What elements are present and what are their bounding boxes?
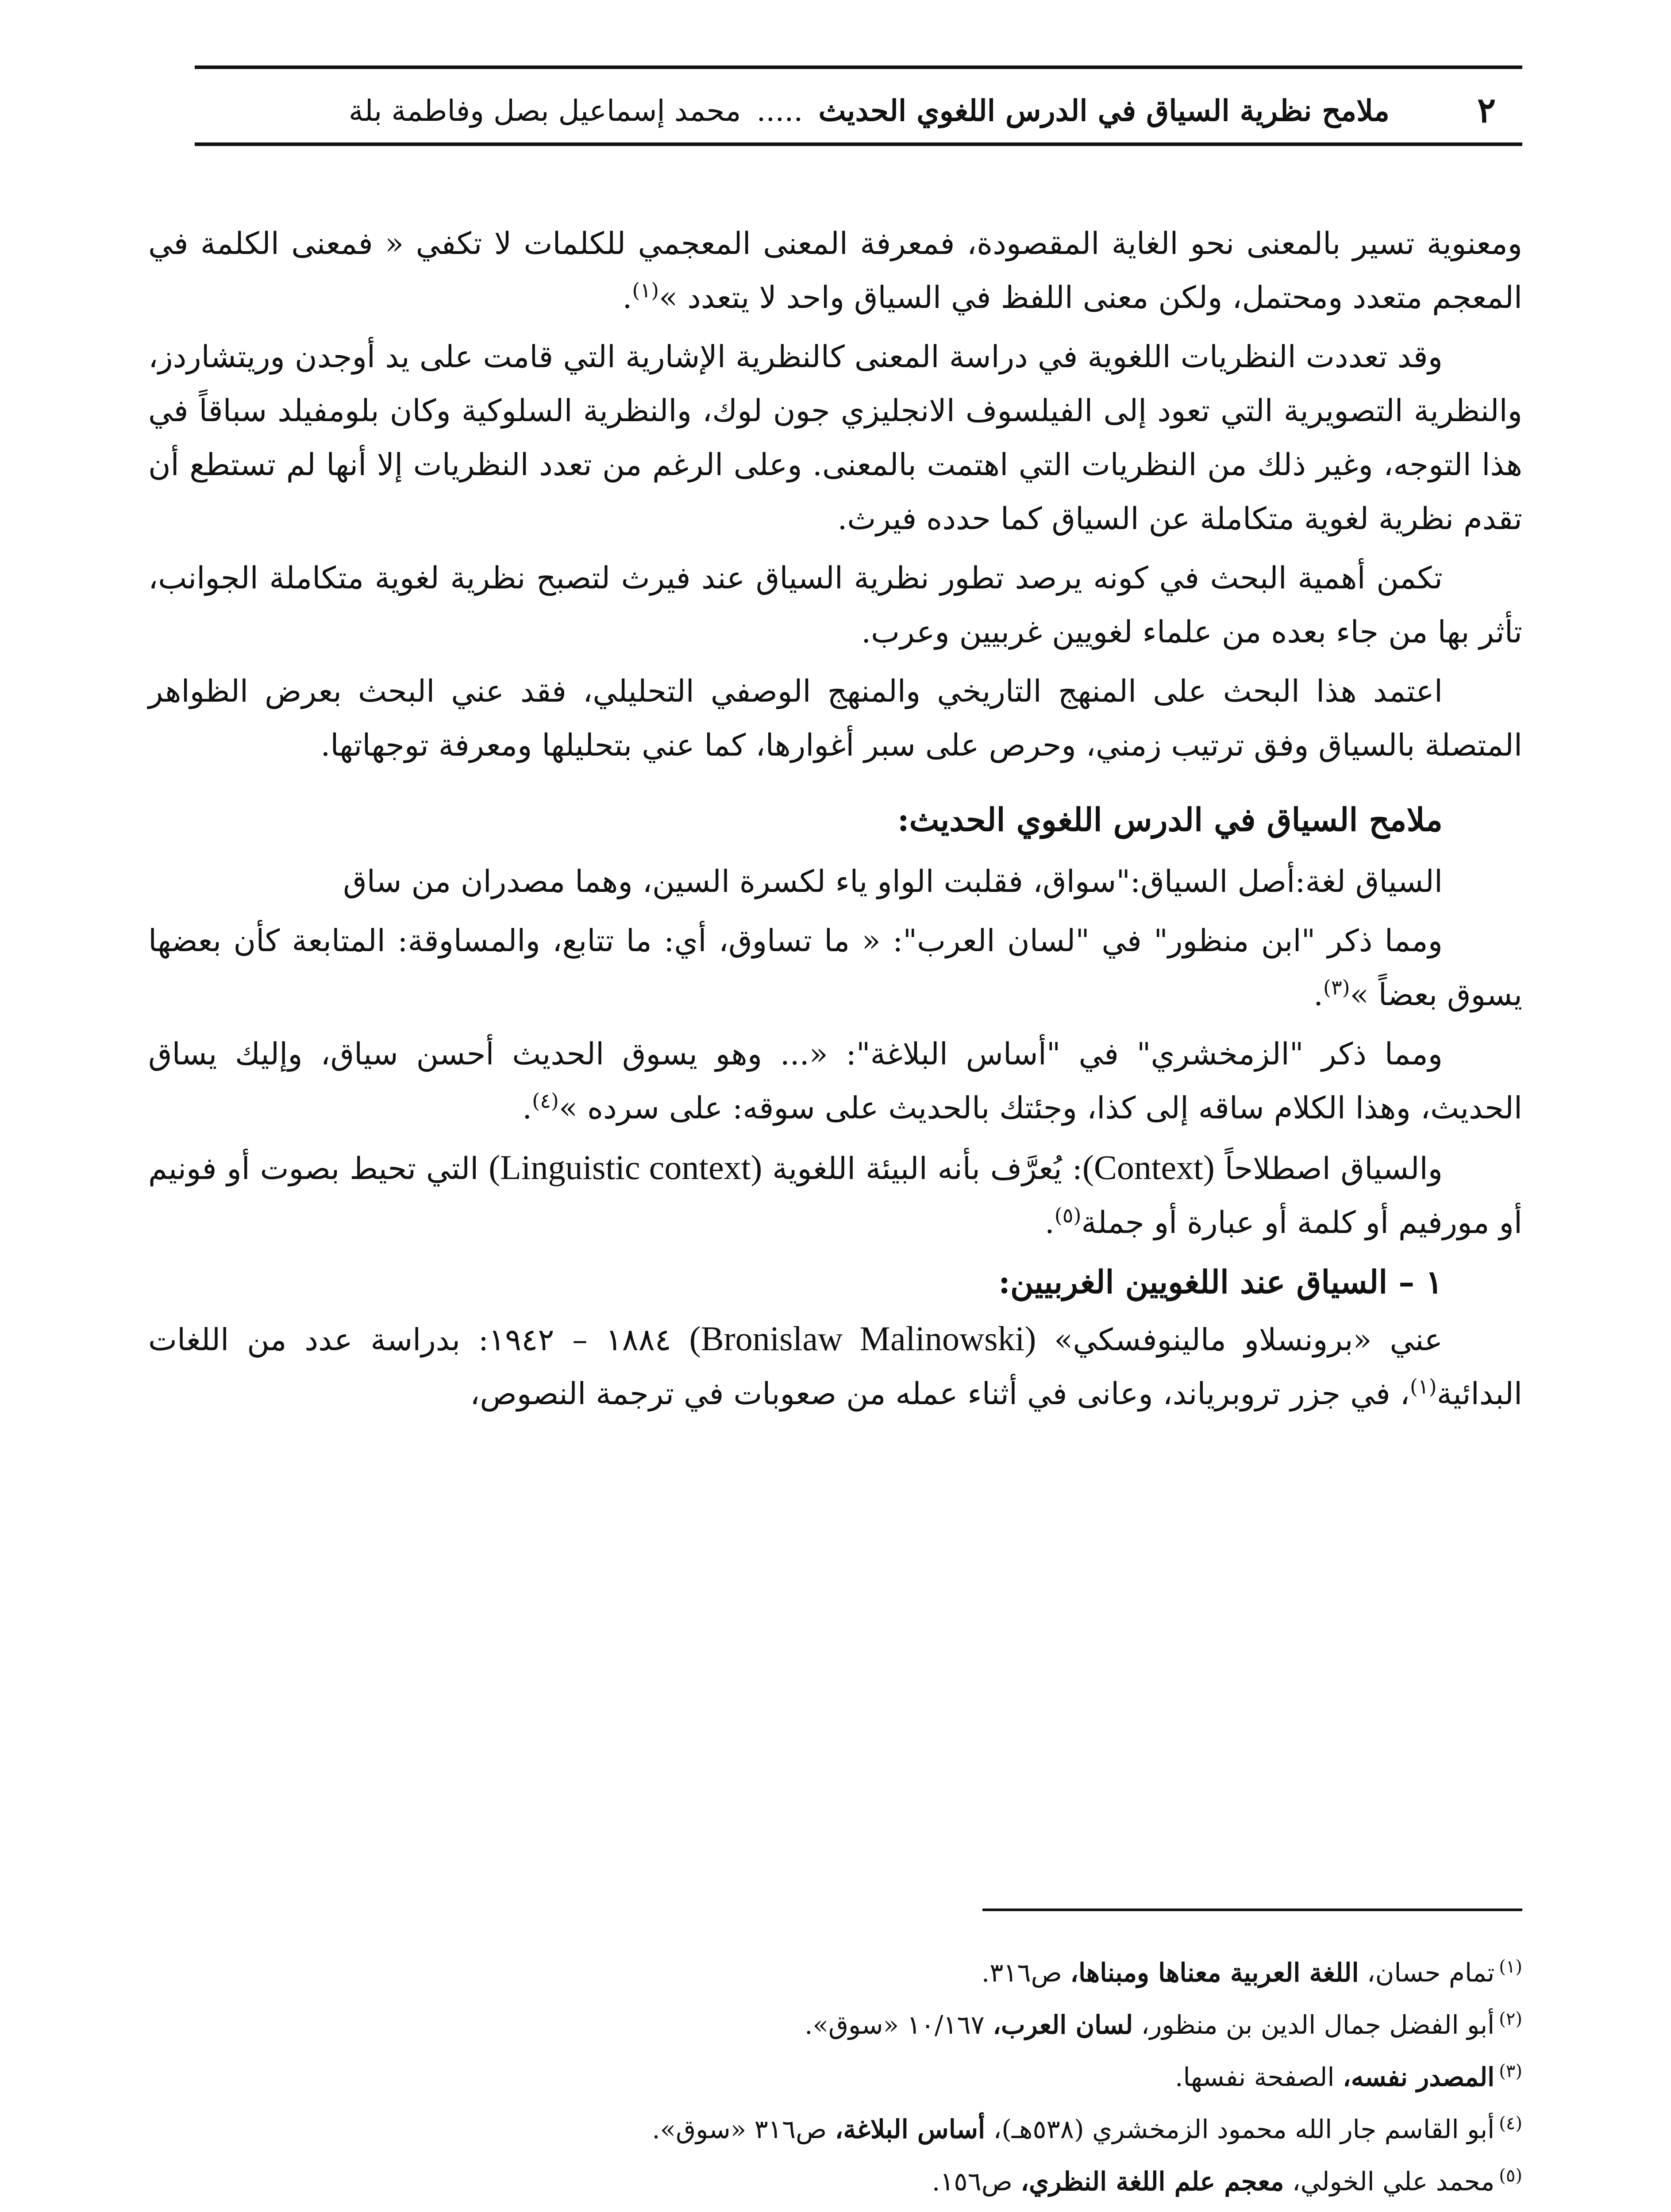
- header-authors: محمد إسماعيل بصل وفاطمة بلة: [348, 94, 741, 128]
- section-heading: ملامح السياق في الدرس اللغوي الحديث:: [897, 801, 1443, 838]
- footnote-ref-1b: (١): [1409, 1375, 1437, 1398]
- footnote-text: تمام حسان،: [1359, 1958, 1495, 1988]
- paragraph-2: وقد تعددت النظريات اللغوية في دراسة المعنى كالنظرية الإشارية التي قامت على يد أوجدن وريتشاردز، والنظرية التصويرية التي تعود إلى الفيلسوف الانجليزي جون لوك، والنظرية السلوكية وكان بلومفيلد سباقاً في هذا التوجه، وغير ذلك من النظريات التي اهتمت بالمعنى. وعلى الرغم من تعدد النظريات إلا أنها لم تستطع أن تقدم نظرية لغوية متكاملة عن السياق كما حدده فيرث.: [148, 339, 1522, 537]
- subsection-heading: ١ – السياق عند اللغويين الغربيين:: [998, 1263, 1443, 1301]
- footnote-2: [195, 1999, 1522, 2051]
- footnote-number: (٤): [1499, 2113, 1522, 2134]
- paragraph-8: [148, 1141, 1522, 1250]
- term-malinowski: (Bronislaw Malinowski): [689, 1319, 1036, 1358]
- footnote-source-title: المصدر نفسه،: [1342, 2062, 1495, 2092]
- paragraph-7-text: ومما ذكر "الزمخشري" في "أساس البلاغة": «... وهو يسوق الحديث أحسن سياق، وإليك يساق الحديث، وهذا الكلام ساقه إلى كذا، وجئتك بالحديث على سوقه: على سرده »: [148, 1037, 1522, 1126]
- paragraph-8-end: .: [1044, 1205, 1055, 1240]
- footnote-source-title: معجم علم اللغة النظري،: [1020, 2166, 1284, 2197]
- footnote-number: (٢): [1499, 2008, 1522, 2029]
- paragraph-9-text-b: ١٨٨٤ – ١٩٤٢: بدراسة عدد من اللغات البدائية: [148, 1322, 1522, 1412]
- footnote-4: [195, 2103, 1522, 2155]
- paragraph-7-end: .: [522, 1091, 532, 1126]
- running-title: [349, 88, 1390, 133]
- header-rule-top: [195, 65, 1522, 69]
- paragraph-1-text: ومعنوية تسير بالمعنى نحو الغاية المقصودة، فمعرفة المعنى المعجمي للكلمات لا تكفي « فمعنى الكلمة في المعجم متعدد ومحتمل، ولكن معنى اللفظ في السياق واحد لا يتعدد »: [148, 226, 1522, 315]
- paragraph-8-text-c: التي تحيط بصوت أو فونيم أو مورفيم أو كلمة أو عبارة أو جملة: [148, 1151, 1522, 1240]
- footnote-source-title: أساس البلاغة،: [835, 2114, 986, 2144]
- footnote-number: (١): [1499, 1956, 1522, 1977]
- footnote-page: ص٣١٦.: [981, 1958, 1070, 1988]
- paragraph-7: [148, 1027, 1522, 1135]
- footnote-text: أبو الفضل جمال الدين بن منظور،: [1133, 2010, 1495, 2040]
- footnote-text: محمد علي الخولي،: [1284, 2166, 1495, 2197]
- paragraph-1: [148, 217, 1522, 325]
- page-number: ٢: [1477, 90, 1496, 131]
- footnote-5: [195, 2155, 1522, 2208]
- footnote-3: [195, 2051, 1522, 2103]
- footnote-page: ص٣١٦ «سوق».: [652, 2114, 835, 2144]
- running-header: [195, 61, 1522, 154]
- paragraph-1-end: .: [622, 280, 632, 315]
- footnote-page: الصفحة نفسها.: [1175, 2062, 1343, 2092]
- paragraph-8-text-a: والسياق اصطلاحاً: [1214, 1151, 1443, 1187]
- footnote-number: (٥): [1499, 2165, 1522, 2186]
- paragraph-6-end: .: [1313, 977, 1323, 1013]
- footnote-page: ص١٥٦.: [932, 2166, 1021, 2197]
- paragraph-8-text-b: : يُعرَّف بأنه البيئة اللغوية: [762, 1151, 1082, 1187]
- footnote-ref-4: (٤): [532, 1089, 559, 1113]
- term-context: (Context): [1082, 1148, 1215, 1187]
- header-rule-bottom: [195, 142, 1522, 146]
- footnote-ref-3: (٣): [1323, 975, 1350, 999]
- paragraph-6: [148, 914, 1522, 1022]
- footnote-separator: [982, 1909, 1522, 1911]
- paragraph-6-text: ومما ذكر "ابن منظور" في "لسان العرب": « ما تساوق، أي: ما تتابع، والمساوقة: المتابعة كأن بعضها يسوق بعضاً »: [148, 923, 1522, 1013]
- footnote-page: ١٠/١٦٧ «سوق».: [805, 2010, 993, 2040]
- header-article-title: ملامح نظرية السياق في الدرس اللغوي الحديث: [818, 93, 1390, 128]
- paragraph-9: [148, 1312, 1522, 1421]
- paragraph-9-text-c: ، في جزر تروبرياند، وعانى في أثناء عمله من صعوبات في ترجمة النصوص،: [470, 1376, 1410, 1412]
- paragraph-5: السياق لغة:أصل السياق:"سواق، فقلبت الواو ياء لكسرة السين، وهما مصدران من ساق: [343, 864, 1443, 899]
- footnotes: [195, 1947, 1522, 2208]
- footnote-1: [195, 1947, 1522, 1999]
- footnote-source-title: اللغة العربية معناها ومبناها،: [1070, 1958, 1359, 1988]
- body-text: [148, 217, 1522, 1426]
- footnote-number: (٣): [1499, 2061, 1522, 2081]
- footnote-source-title: لسان العرب،: [993, 2010, 1133, 2040]
- footnote-ref-1: (١): [632, 278, 659, 302]
- paragraph-3: تكمن أهمية البحث في كونه يرصد تطور نظرية السياق عند فيرث لتصبح نظرية لغوية متكاملة الجوانب، تأثر بها من جاء بعده من علماء لغويين غربيين وعرب.: [148, 561, 1522, 650]
- term-linguistic-context: (Linguistic context): [489, 1148, 762, 1187]
- paragraph-4: اعتمد هذا البحث على المنهج التاريخي والمنهج الوصفي التحليلي، فقد عني البحث بعرض الظواهر المتصلة بالسياق وفق ترتيب زمني، وحرص على سبر أغوارها، كما عني بتحليلها ومعرفة توجهاتها.: [148, 674, 1522, 763]
- paragraph-9-text-a: عني «برونسلاو مالينوفسكي»: [1036, 1322, 1443, 1358]
- header-dots: .....: [756, 94, 803, 128]
- footnote-ref-5: (٥): [1054, 1203, 1082, 1227]
- footnote-text: أبو القاسم جار الله محمود الزمخشري (٥٣٨هـ)،: [985, 2114, 1495, 2144]
